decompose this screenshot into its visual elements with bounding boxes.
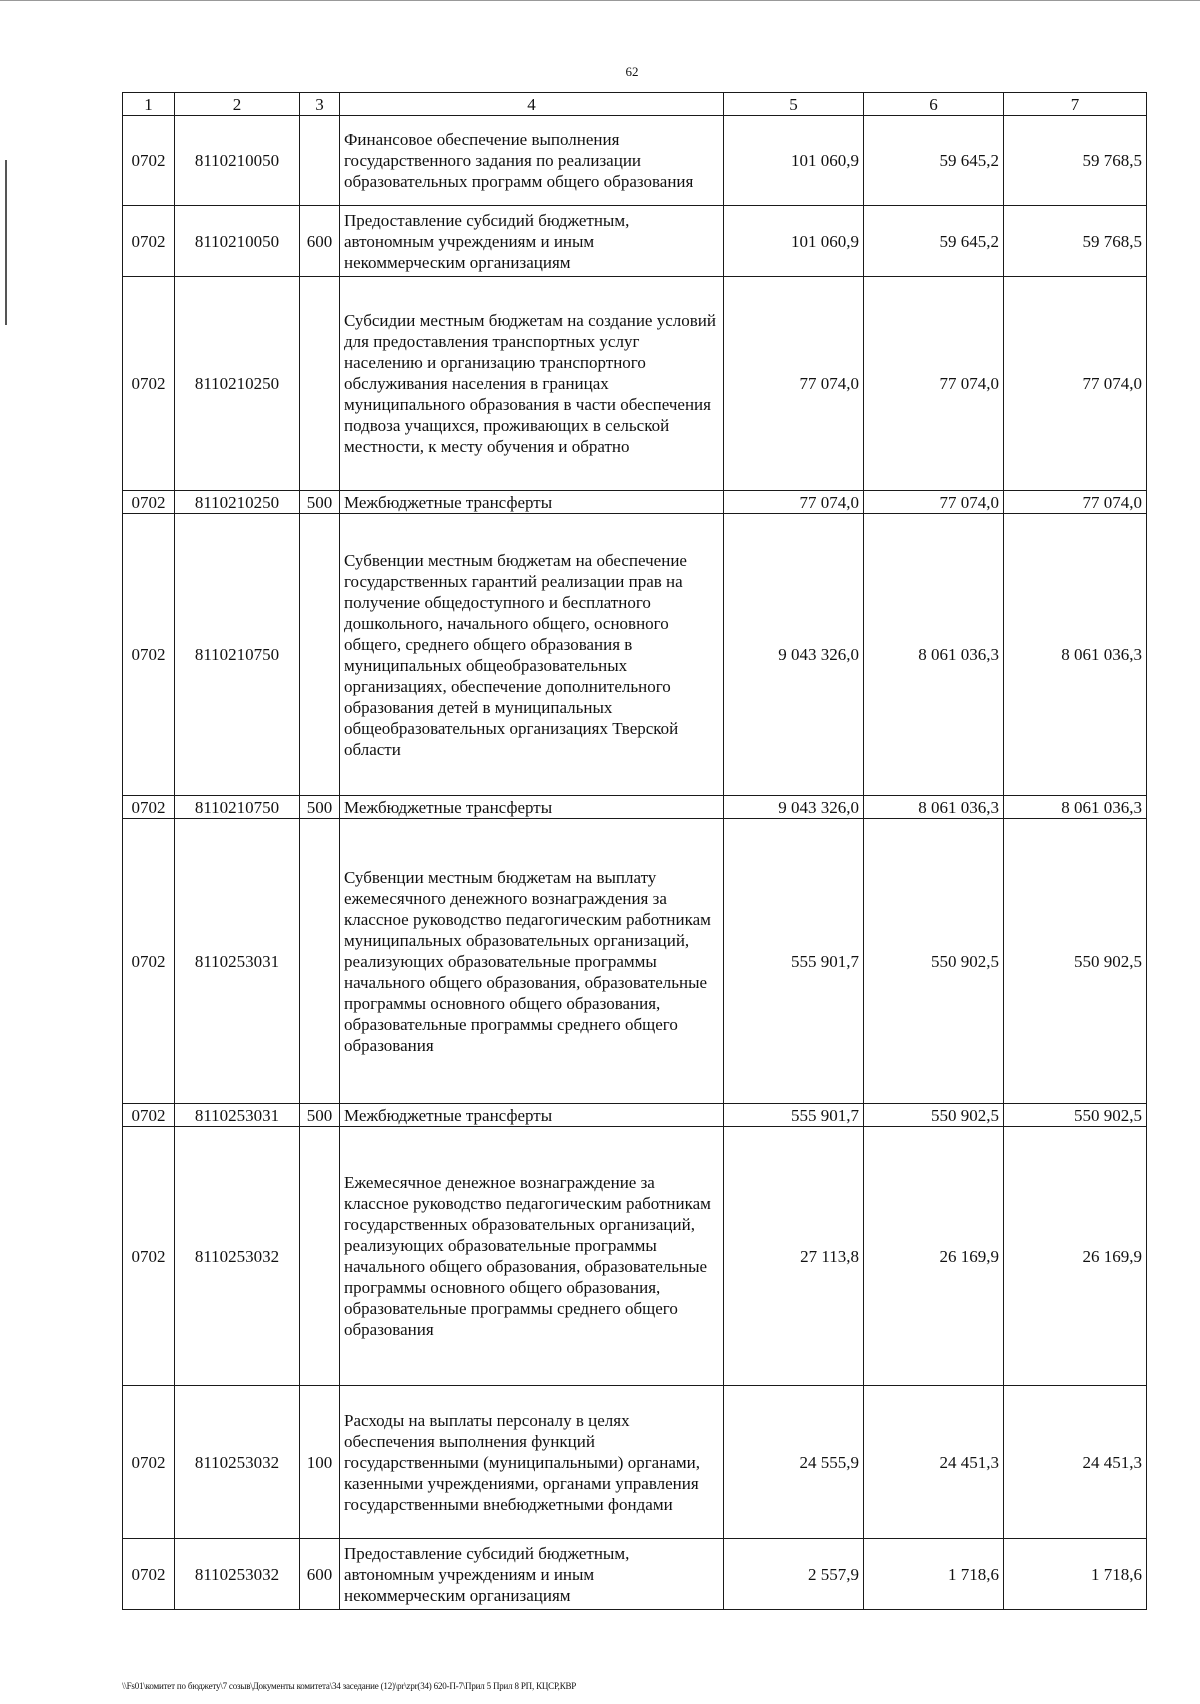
target-article-code: 8110253031 xyxy=(175,1104,300,1127)
scan-top-line xyxy=(0,0,1200,1)
table-row xyxy=(123,796,1147,819)
section-code: 0702 xyxy=(123,819,175,1104)
target-article-code: 8110210750 xyxy=(175,514,300,796)
column-header: 2 xyxy=(175,93,300,116)
amount-col7: 1 718,6 xyxy=(1004,1539,1147,1610)
table-row xyxy=(123,277,1147,491)
amount-col7: 77 074,0 xyxy=(1004,277,1147,491)
amount-col7: 550 902,5 xyxy=(1004,819,1147,1104)
target-article-code: 8110253031 xyxy=(175,819,300,1104)
table-row xyxy=(123,116,1147,206)
amount-col6: 550 902,5 xyxy=(864,1104,1004,1127)
expense-name: Ежемесячное денежное вознаграждение за классное руководство педагогическим работникам государственных образовательных организаций, реализующих образовательные программы начального общего образования, образовательные программы основного общего образования, образовательные программы среднего общего образования xyxy=(340,1127,724,1386)
amount-col5: 9 043 326,0 xyxy=(724,514,864,796)
amount-col5: 24 555,9 xyxy=(724,1386,864,1539)
table-row xyxy=(123,1386,1147,1539)
target-article-code: 8110210250 xyxy=(175,491,300,514)
column-header: 5 xyxy=(724,93,864,116)
target-article-code: 8110210250 xyxy=(175,277,300,491)
amount-col5: 77 074,0 xyxy=(724,277,864,491)
expense-type-code xyxy=(300,116,340,206)
expense-type-code: 600 xyxy=(300,206,340,277)
expense-type-code: 500 xyxy=(300,796,340,819)
table-row xyxy=(123,1539,1147,1610)
table-row xyxy=(123,206,1147,277)
amount-col5: 77 074,0 xyxy=(724,491,864,514)
amount-col7: 8 061 036,3 xyxy=(1004,796,1147,819)
amount-col6: 59 645,2 xyxy=(864,206,1004,277)
target-article-code: 8110253032 xyxy=(175,1127,300,1386)
expense-name: Субвенции местным бюджетам на обеспечение государственных гарантий реализации прав на получение общедоступного и бесплатного дошкольного, начального общего, основного общего, среднего общего образования в муниципальных общеобразовательных организациях, обеспечение дополнительного образования детей в муниципальных общеобразовательных организациях Тверской области xyxy=(340,514,724,796)
expense-name: Предоставление субсидий бюджетным, автономным учреждениям и иным некоммерческим организациям xyxy=(340,1539,724,1610)
amount-col5: 27 113,8 xyxy=(724,1127,864,1386)
page-number: 62 xyxy=(625,64,639,79)
table-row xyxy=(123,1127,1147,1386)
file-path-footer: \\Fs01\комитет по бюджету\7 созыв\Документы комитета\34 заседание (12)\pr\zpr(34) 620-П-7\Прил 5 Прил 8 РП, КЦСР,КВР xyxy=(122,1681,577,1691)
amount-col6: 77 074,0 xyxy=(864,277,1004,491)
section-code: 0702 xyxy=(123,491,175,514)
amount-col7: 59 768,5 xyxy=(1004,116,1147,206)
table-row xyxy=(123,491,1147,514)
amount-col7: 59 768,5 xyxy=(1004,206,1147,277)
expense-type-code xyxy=(300,514,340,796)
amount-col7: 550 902,5 xyxy=(1004,1104,1147,1127)
amount-col5: 101 060,9 xyxy=(724,116,864,206)
expense-name: Предоставление субсидий бюджетным, автономным учреждениям и иным некоммерческим организациям xyxy=(340,206,724,277)
expense-name: Межбюджетные трансферты xyxy=(340,491,724,514)
amount-col6: 77 074,0 xyxy=(864,491,1004,514)
section-code: 0702 xyxy=(123,514,175,796)
amount-col6: 550 902,5 xyxy=(864,819,1004,1104)
expense-type-code xyxy=(300,819,340,1104)
expense-type-code xyxy=(300,277,340,491)
column-header: 6 xyxy=(864,93,1004,116)
scan-margin-line xyxy=(5,160,7,325)
expense-type-code: 600 xyxy=(300,1539,340,1610)
amount-col6: 24 451,3 xyxy=(864,1386,1004,1539)
section-code: 0702 xyxy=(123,1386,175,1539)
expense-name: Финансовое обеспечение выполнения государственного задания по реализации образовательных программ общего образования xyxy=(340,116,724,206)
column-header: 1 xyxy=(123,93,175,116)
amount-col6: 26 169,9 xyxy=(864,1127,1004,1386)
expense-type-code: 100 xyxy=(300,1386,340,1539)
amount-col7: 26 169,9 xyxy=(1004,1127,1147,1386)
budget-table xyxy=(122,92,1147,1610)
column-header: 3 xyxy=(300,93,340,116)
expense-name: Субсидии местным бюджетам на создание условий для предоставления транспортных услуг населению и организацию транспортного обслуживания населения в границах муниципального образования в части обеспечения подвоза учащихся, проживающих в сельской местности, к месту обучения и обратно xyxy=(340,277,724,491)
target-article-code: 8110210750 xyxy=(175,796,300,819)
expense-type-code: 500 xyxy=(300,1104,340,1127)
amount-col5: 2 557,9 xyxy=(724,1539,864,1610)
amount-col6: 8 061 036,3 xyxy=(864,514,1004,796)
amount-col5: 9 043 326,0 xyxy=(724,796,864,819)
amount-col7: 24 451,3 xyxy=(1004,1386,1147,1539)
amount-col6: 8 061 036,3 xyxy=(864,796,1004,819)
expense-type-code: 500 xyxy=(300,491,340,514)
table-row xyxy=(123,819,1147,1104)
section-code: 0702 xyxy=(123,796,175,819)
table-row xyxy=(123,1104,1147,1127)
expense-name: Межбюджетные трансферты xyxy=(340,1104,724,1127)
amount-col6: 59 645,2 xyxy=(864,116,1004,206)
target-article-code: 8110210050 xyxy=(175,206,300,277)
expense-type-code xyxy=(300,1127,340,1386)
column-number-header xyxy=(123,93,1147,116)
expense-name: Субвенции местным бюджетам на выплату ежемесячного денежного вознаграждения за классное руководство педагогическим работникам муниципальных образовательных организаций, реализующих образовательные программы начального общего образования, образовательные программы основного общего образования, образовательные программы среднего общего образования xyxy=(340,819,724,1104)
amount-col7: 77 074,0 xyxy=(1004,491,1147,514)
column-header: 7 xyxy=(1004,93,1147,116)
section-code: 0702 xyxy=(123,206,175,277)
amount-col6: 1 718,6 xyxy=(864,1539,1004,1610)
section-code: 0702 xyxy=(123,277,175,491)
expense-name: Расходы на выплаты персоналу в целях обеспечения выполнения функций государственными (муниципальными) органами, казенными учреждениями, органами управления государственными внебюджетными фондами xyxy=(340,1386,724,1539)
amount-col5: 101 060,9 xyxy=(724,206,864,277)
expense-name: Межбюджетные трансферты xyxy=(340,796,724,819)
amount-col5: 555 901,7 xyxy=(724,819,864,1104)
amount-col5: 555 901,7 xyxy=(724,1104,864,1127)
target-article-code: 8110210050 xyxy=(175,116,300,206)
target-article-code: 8110253032 xyxy=(175,1386,300,1539)
section-code: 0702 xyxy=(123,1127,175,1386)
section-code: 0702 xyxy=(123,1539,175,1610)
target-article-code: 8110253032 xyxy=(175,1539,300,1610)
section-code: 0702 xyxy=(123,1104,175,1127)
section-code: 0702 xyxy=(123,116,175,206)
amount-col7: 8 061 036,3 xyxy=(1004,514,1147,796)
table-row xyxy=(123,514,1147,796)
column-header: 4 xyxy=(340,93,724,116)
